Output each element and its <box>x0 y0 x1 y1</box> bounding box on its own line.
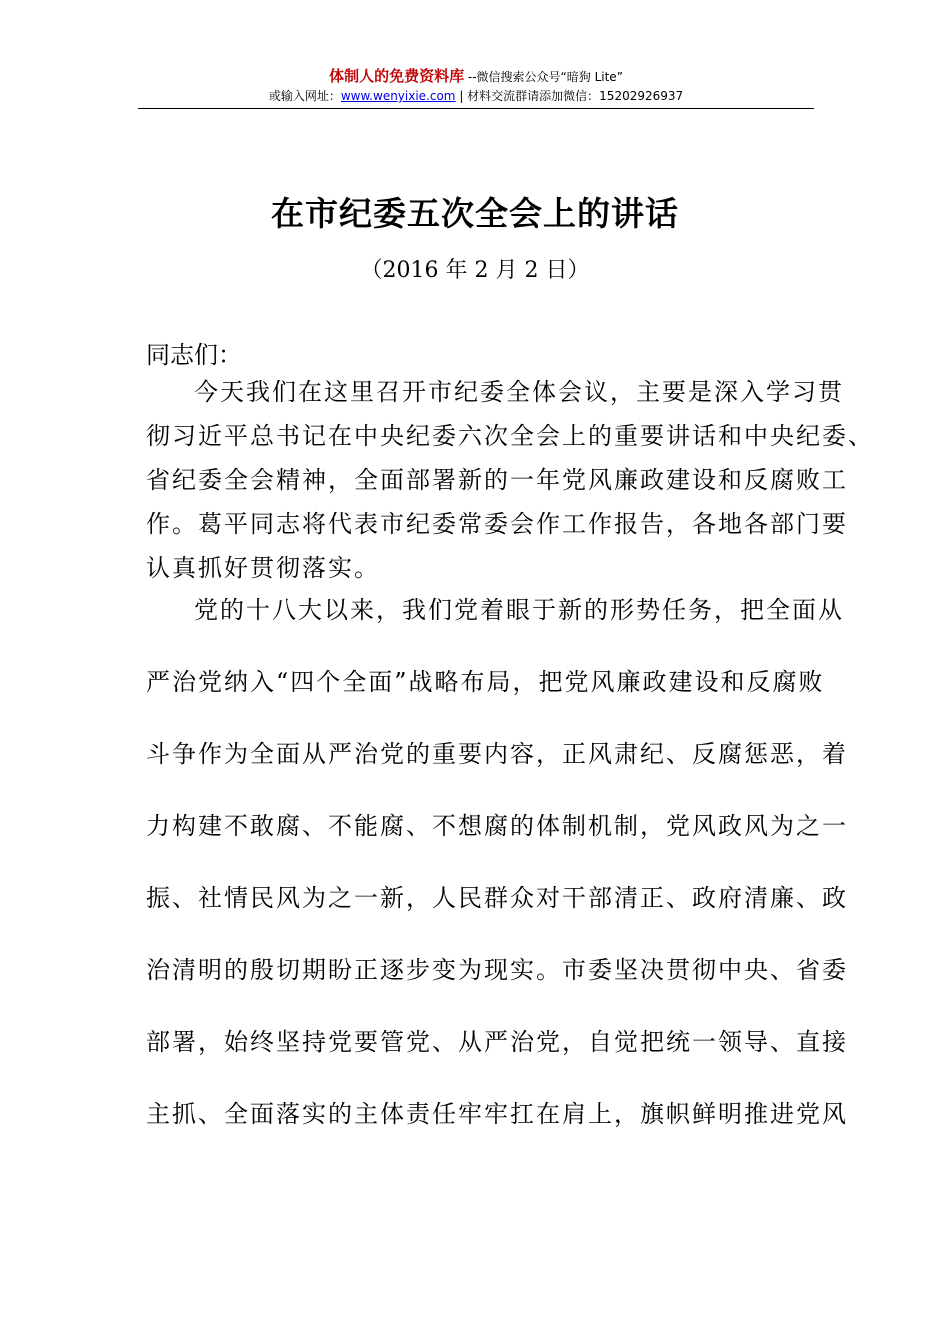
paragraph-line: 今天我们在这里召开市纪委全体会议，主要是深入学习贯 <box>194 378 844 406</box>
header-contact-line <box>138 87 814 105</box>
header-url-prefix: 或输入网址： <box>268 89 341 103</box>
salutation: 同志们： <box>146 341 242 369</box>
paragraph-line: 治清明的殷切期盼正逐步变为现实。市委坚决贯彻中央、省委 <box>146 956 848 984</box>
header-contact-suffix: | 材料交流群请添加微信：15202926937 <box>455 89 684 103</box>
paragraph-1 <box>146 370 874 590</box>
header-promo-line <box>138 66 814 87</box>
paragraph-line: 党的十八大以来，我们党着眼于新的形势任务，把全面从 <box>194 596 844 624</box>
header-note: --微信搜索公众号“暗狗 Lite” <box>464 70 623 84</box>
paragraph-line: 作。葛平同志将代表市纪委常委会作工作报告，各地各部门要 <box>146 510 848 538</box>
paragraph-line: 彻习近平总书记在中央纪委六次全会上的重要讲话和中央纪委、 <box>146 422 874 450</box>
paragraph-line: 斗争作为全面从严治党的重要内容，正风肃纪、反腐惩恶，着 <box>146 740 848 768</box>
paragraph-line: 认真抓好贯彻落实。 <box>146 554 380 582</box>
paragraph-line: 省纪委全会精神，全面部署新的一年党风廉政建设和反腐败工 <box>146 466 848 494</box>
document-date: （2016 年 2 月 2 日） <box>360 258 590 283</box>
header-divider <box>138 108 814 109</box>
paragraph-2 <box>146 590 848 1166</box>
paragraph-line: 部署，始终坚持党要管党、从严治党，自觉把统一领导、直接 <box>146 1028 848 1056</box>
document-title: 在市纪委五次全会上的讲话 <box>271 194 679 233</box>
header-brand: 体制人的免费资料库 <box>329 67 465 85</box>
paragraph-line: 严治党纳入“四个全面”战略布局，把党风廉政建设和反腐败 <box>146 668 825 696</box>
page-header <box>138 66 814 105</box>
paragraph-line: 主抓、全面落实的主体责任牢牢扛在肩上，旗帜鲜明推进党风 <box>146 1100 848 1128</box>
paragraph-line: 振、社情民风为之一新，人民群众对干部清正、政府清廉、政 <box>146 884 848 912</box>
header-url-link[interactable]: www.wenyixie.com <box>340 89 456 103</box>
paragraph-line: 力构建不敢腐、不能腐、不想腐的体制机制，党风政风为之一 <box>146 812 848 840</box>
